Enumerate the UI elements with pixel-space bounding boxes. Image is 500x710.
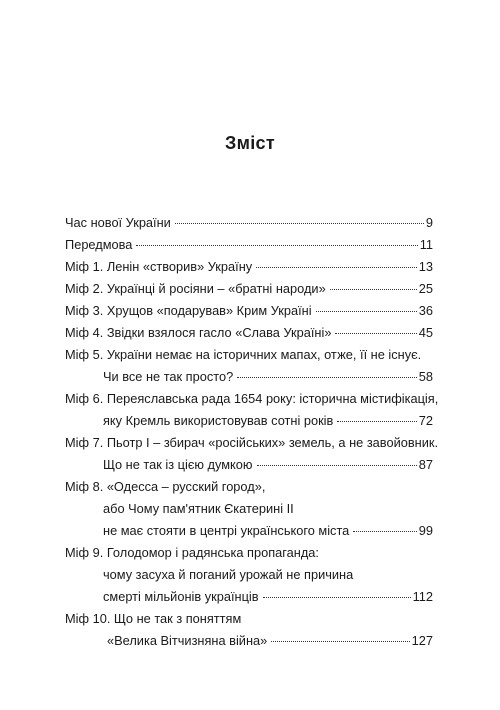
dot-leader [136, 244, 417, 246]
toc-entry-title: Що не так із цією думкою [103, 457, 253, 472]
toc-entry[interactable] [65, 234, 433, 256]
dot-leader [271, 640, 409, 642]
toc-entry-title: яку Кремль використовував сотні років [103, 413, 334, 428]
toc-entry-title: «Велика Вітчизняна війна» [107, 633, 268, 648]
toc-entry-title: Час нової України [65, 215, 171, 230]
toc-entry[interactable] [65, 300, 433, 322]
toc-entry-title: Міф 5. України немає на історичних мапах, отже, її не існує. [65, 347, 422, 362]
toc-entry-title: Передмова [65, 237, 133, 252]
toc-entry[interactable] [65, 212, 433, 234]
toc-page-number: 13 [418, 259, 433, 274]
dot-leader [175, 222, 424, 224]
dot-leader [257, 464, 417, 466]
toc-entry-title: не має стояти в центрі українського міста [103, 523, 350, 538]
dot-leader [256, 266, 417, 268]
toc-page-number: 58 [418, 369, 433, 384]
dot-leader [337, 420, 416, 422]
dot-leader [335, 332, 416, 334]
toc-page-number: 45 [418, 325, 433, 340]
dot-leader [353, 530, 416, 532]
toc-page-number: 25 [418, 281, 433, 296]
dot-leader [330, 288, 417, 290]
dot-leader [263, 596, 411, 598]
toc-entry-title: Чи все не так просто? [103, 369, 234, 384]
toc-page-number: 127 [411, 633, 433, 648]
toc-entry[interactable] [65, 388, 439, 432]
toc-entry[interactable] [65, 432, 439, 476]
toc-page-number: 36 [418, 303, 433, 318]
dot-leader [316, 310, 417, 312]
toc-entry-title: Міф 9. Голодомор і радянська пропаганда: [65, 545, 319, 560]
toc-entry[interactable] [65, 542, 433, 608]
toc-entry[interactable] [65, 344, 433, 388]
toc-entry[interactable] [65, 256, 433, 278]
toc-page-number: 87 [418, 457, 433, 472]
table-of-contents [65, 212, 439, 652]
toc-entry-title: Міф 2. Українці й росіяни – «братні народи» [65, 281, 326, 296]
toc-entry-title: Міф 1. Ленін «створив» Україну [65, 259, 253, 274]
toc-entry-title: Міф 3. Хрущов «подарував» Крим Україні [65, 303, 312, 318]
toc-entry-title: Міф 10. Що не так з поняттям [65, 611, 242, 626]
toc-entry-title: Міф 4. Звідки взялося гасло «Слава Україні» [65, 325, 332, 340]
toc-entry[interactable] [65, 608, 433, 652]
toc-entry[interactable] [65, 278, 433, 300]
toc-entry-title: Міф 7. Пьотр I – збирач «російських» земель, а не завойовник. [65, 435, 439, 450]
toc-entry-title: Міф 6. Переяславська рада 1654 року: історична містифікація, [65, 391, 439, 406]
toc-entry[interactable] [65, 476, 433, 542]
toc-entry-title: смерті мільйонів українців [103, 589, 259, 604]
toc-entry[interactable] [65, 322, 433, 344]
toc-entry-title: Міф 8. «Одесса – русский город», [65, 479, 266, 494]
toc-page-number: 72 [418, 413, 433, 428]
toc-entry-title: або Чому пам'ятник Єкатерині ІІ [103, 501, 294, 516]
toc-page-number: 9 [425, 215, 433, 230]
page-title: Зміст [225, 133, 275, 153]
dot-leader [237, 376, 417, 378]
toc-page-number: 99 [418, 523, 433, 538]
toc-entry-title: чому засуха й поганий урожай не причина [103, 567, 354, 582]
toc-page-number: 112 [412, 589, 433, 604]
toc-page-number: 11 [419, 237, 433, 252]
